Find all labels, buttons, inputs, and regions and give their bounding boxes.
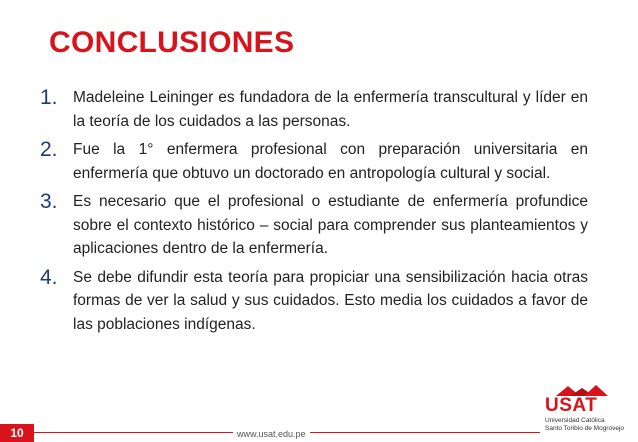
usat-logo bbox=[542, 384, 624, 436]
list-item bbox=[40, 266, 588, 337]
item-text: Madeleine Leininger es fundadora de la enfermería transcultural y líder en la teoría de los cuidados a las personas. bbox=[73, 89, 588, 130]
item-number: 1. bbox=[40, 86, 58, 109]
footer-url[interactable]: www.usat.edu.pe bbox=[233, 429, 310, 439]
list-item bbox=[40, 190, 588, 261]
list-item bbox=[40, 138, 588, 185]
item-number: 3. bbox=[40, 190, 58, 213]
list-item bbox=[40, 86, 588, 133]
item-number: 4. bbox=[40, 265, 58, 289]
item-number: 2. bbox=[40, 138, 58, 161]
page-number: 10 bbox=[0, 424, 34, 442]
slide-title: CONCLUSIONES bbox=[49, 26, 295, 59]
logo-line2: Santo Toribio de Mogrovejo bbox=[545, 425, 625, 432]
item-text: Fue la 1° enfermera profesional con preparación universitaria en enfermería que obtuvo un doctorado en antropología cultural y social. bbox=[73, 141, 588, 182]
item-text: Se debe difundir esta teoría para propiciar una sensibilización hacia otras formas de ver la salud y sus cuidados. Esto media los cuidados a favor de las poblaciones indígenas. bbox=[73, 268, 588, 333]
logo-subtitle bbox=[545, 417, 624, 433]
logo-line1: Universidad Católica bbox=[545, 417, 605, 424]
logo-wordmark: USAT bbox=[545, 395, 598, 416]
item-text: Es necesario que el profesional o estudiante de enfermería profundice sobre el contexto histórico – social para comprender sus planteamientos y aplicaciones dentro de la enfermería. bbox=[73, 193, 588, 257]
conclusions-list bbox=[40, 86, 588, 341]
left-margin bbox=[0, 0, 26, 442]
